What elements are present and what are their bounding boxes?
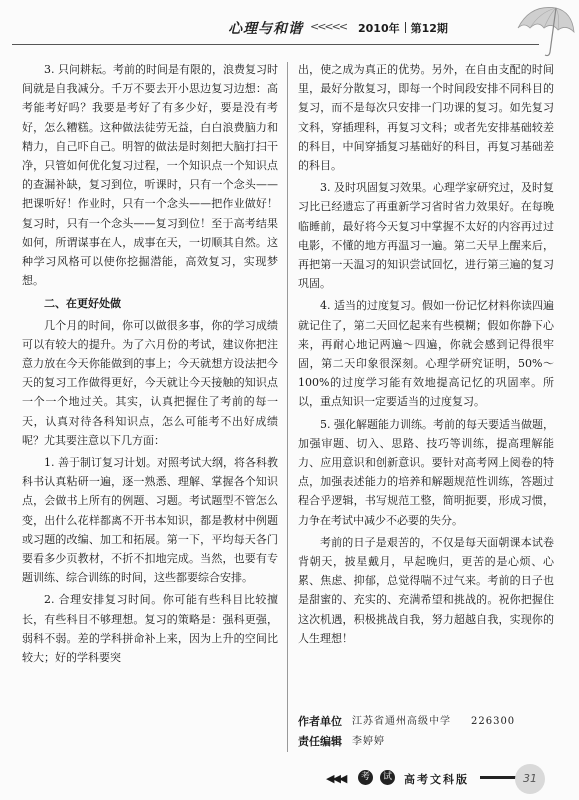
arrow-decoration: ◀◀◀ xyxy=(326,772,346,785)
paragraph: 几个月的时间，你可以做很多事，你的学习成绩可以有较大的提升。为了六月份的考试，建议你把注意力放在今天你能做到的事上；今天就想方设法把今天的复习工作做得更好，今天就让今天接触的知识点一个一个地过关。其实，认真把握住了考前的每一天，认真对待各科知识点，怎么可能考不出好成绩呢？尤其要注意以下几方面： xyxy=(22,318,278,447)
paragraph: 考前的日子是艰苦的，不仅是每天面朝课本试卷背朝天，披星戴月，早起晚归，更苦的是心烦、心累、焦虑、抑郁，总觉得喘不过气来。考前的日子也是甜蜜的、充实的、充满希望和挑战的。祝你把握住这次机遇，积极挑战自我，努力超越自我，实现你的人生理想！ xyxy=(298,535,554,645)
editor-value: 李婷婷 xyxy=(352,736,385,747)
header-rule xyxy=(12,44,539,45)
issue-number: 第12期 xyxy=(410,22,448,35)
paragraph: 出，使之成为真正的优势。另外，在自由支配的时间里，最好分散复习，即每一个时间段安排不同科目的复习，而不是每次只安排一门功课的复习。如先复习文科，穿插理科，再复习文科；或者先安排基础较差的科目，中间穿插复习基础好的科目，再复习基础差的科目。 xyxy=(298,63,554,173)
postcode: 226300 xyxy=(471,716,516,727)
page-footer xyxy=(0,760,579,800)
paragraph: 5. 强化解题能力训练。考前的每天要适当做题，加强审题、切入、思路、技巧等训练，提高理解能力、应用意识和创新意识。要针对高考网上阅卷的特点，加强表述能力的培养和解题规范性训练，答题过程合乎逻辑，书写规范工整，简明扼要，形成习惯，力争在考试中减少不必要的失分。 xyxy=(298,417,554,527)
author-unit-label: 作者单位 xyxy=(298,715,342,728)
paragraph: 1. 善于制订复习计划。对照考试大纲，将各科教科书认真粘研一遍，逐一熟悉、理解、掌握各个知识点，会做书上所有的例题、习题。考试题型不管怎么变，出什么花样都离不开书本知识，都是教材中例题或习题的改编、加工和拓展。第一下，平均每天各门要看多少页教材，不折不扣地完成。当然，也要有专题训练、综合训练的时间，这些都要综合安排。 xyxy=(22,456,278,585)
chevron-decoration: <<<<< xyxy=(310,20,347,33)
section-title: 心理与和谐 xyxy=(228,21,303,37)
umbrella-icon xyxy=(510,2,578,60)
editor-label: 责任编辑 xyxy=(298,735,342,748)
issue-year: 2010年 xyxy=(358,22,400,35)
badge-icon: 考 xyxy=(358,770,373,785)
paragraph: 3. 只问耕耘。考前的时间是有限的，浪费复习时间就是自我减分。千万不要去开小思边复习边想：高考能考好吗？我要是考好了有多少好，要是没有考好，怎么糟糕。这种做法徒劳无益，白白浪费脑力和精力，自己吓自己。明智的做法是时刻把大脑打扫干净，只管如何优化复习过程，一个知识点一个知识点的查漏补缺，复习到位，听课时，只有一个念头——把课听好！作业时，只有一个念头——把作业做好！复习时，只有一个念头——复习到位！至于高考结果如何，所谓谋事在人，成事在天，一切顺其自然。这种学习风格可以使你挖掘潜能，高效复习，实现梦想。 xyxy=(22,63,278,288)
paragraph: 4. 适当的过度复习。假如一份记忆材料你读四遍就记住了，第二天回忆起来有些模糊；假如你静下心来，再耐心地记两遍～四遍，你就会感到记得很牢固，第二天印象很深刻。心理学研究证明，50%～100%的过度学习能有效地提高记忆的巩固率。所以，重点知识一定要适当的过度复习。 xyxy=(298,299,554,409)
column-divider xyxy=(287,62,288,752)
badge-icon: 试 xyxy=(380,770,395,785)
author-info xyxy=(298,712,554,752)
author-unit-row xyxy=(298,712,554,732)
editor-row xyxy=(298,732,554,752)
right-column xyxy=(298,60,554,648)
footer-bar xyxy=(480,776,516,779)
author-unit-value: 江苏省通州高级中学 xyxy=(352,716,451,727)
page-number: 31 xyxy=(515,764,545,794)
paragraph: 3. 及时巩固复习效果。心理学家研究过，及时复习比已经遗忘了再重新学习省时省力效果好。在每晚临睡前，最好将今天复习中掌握不太好的内容再过过电影，不懂的地方再温习一遍。第二天早上醒来后，再把第一天温习的知识尝试回忆，进行第三遍的复习巩固。 xyxy=(298,181,554,291)
left-column xyxy=(22,60,278,667)
magazine-title: 高考文科版 xyxy=(404,773,469,786)
issue-info xyxy=(358,20,448,36)
paragraph: 2. 合理安排复习时间。你可能有些科目比较擅长，有些科目不够理想。复习的策略是：强科更强，弱科不弱。差的学科拼命补上来，因为上升的空间比较大；好的学科要突 xyxy=(22,593,278,665)
section-heading: 二、在更好处做 xyxy=(44,297,121,311)
page-header xyxy=(0,0,579,52)
